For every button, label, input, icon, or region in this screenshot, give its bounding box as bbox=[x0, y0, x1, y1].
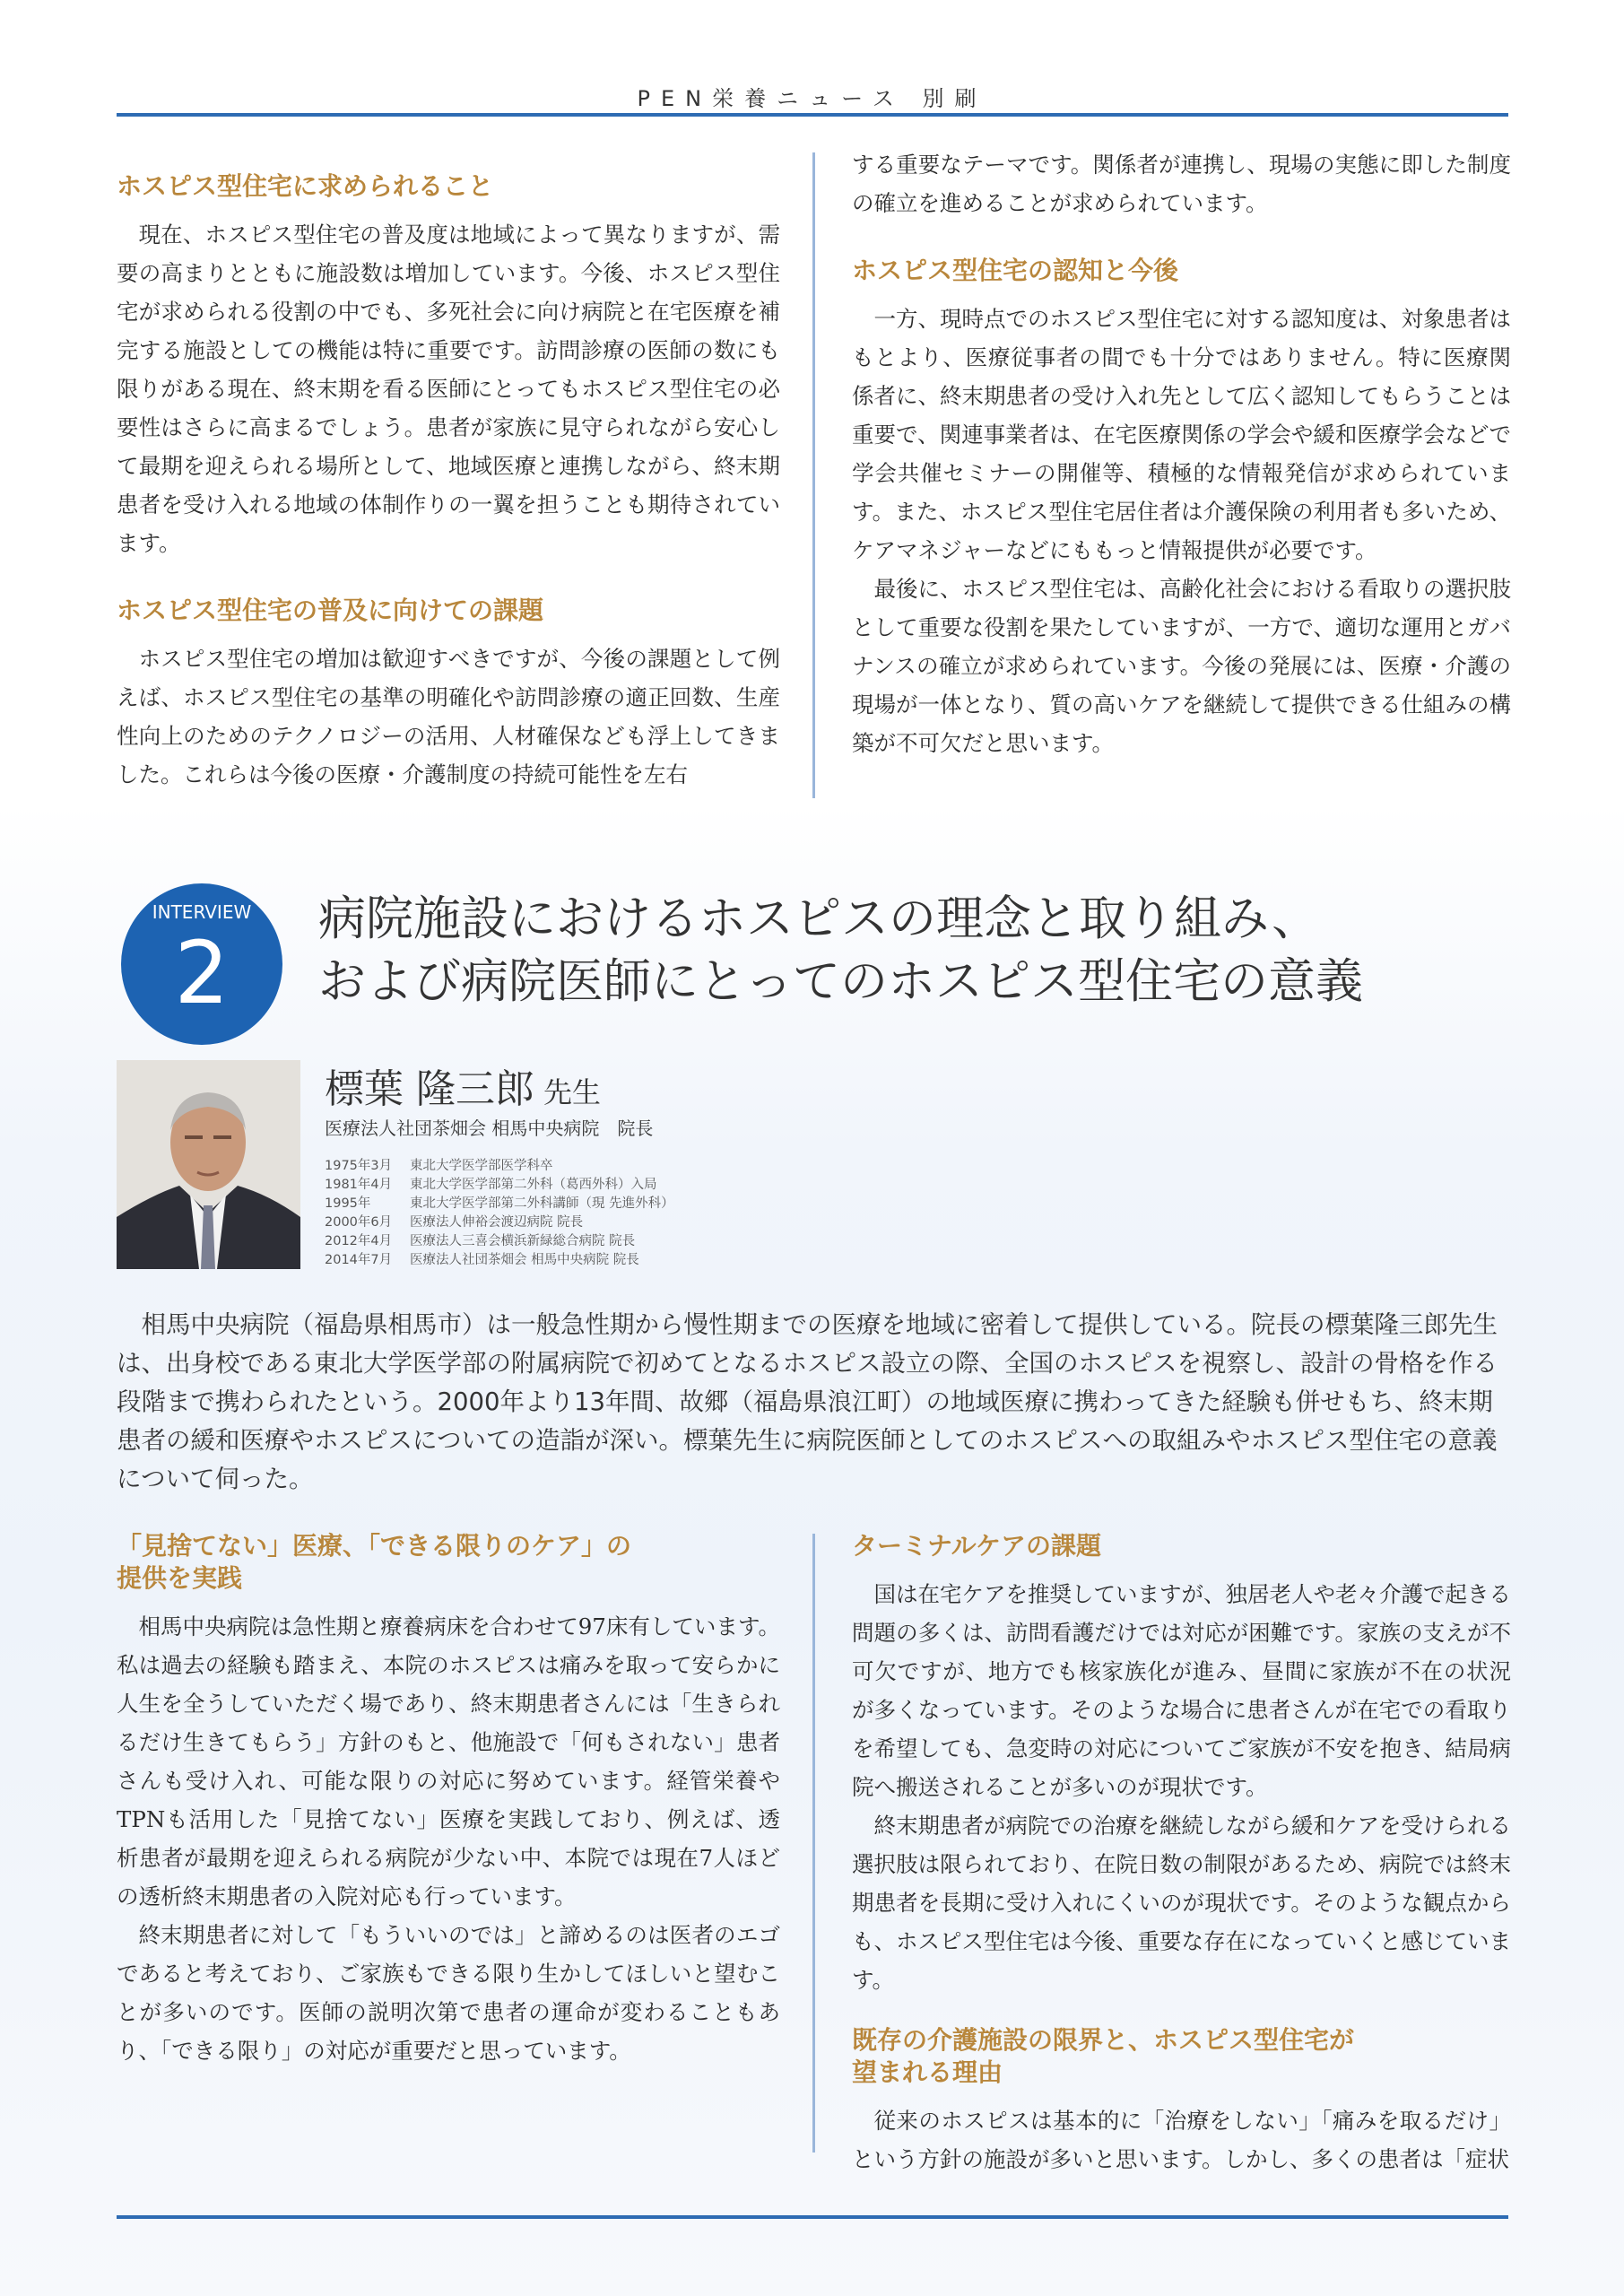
paragraph: 最後に、ホスピス型住宅は、高齢化社会における看取りの選択肢として重要な役割を果たしていますが、一方で、適切な運用とガバナンスの確立が求められています。今後の発展には、医療・介護の現場が一体となり、質の高いケアを継続して提供できる仕組みの構築が不可欠だと思います。 bbox=[852, 576, 1511, 756]
person-portrait-icon bbox=[117, 1060, 300, 1269]
affiliation: 医療法人社団茶畑会 相馬中央病院 院長 bbox=[325, 1118, 654, 1139]
paragraph: ホスピス型住宅の増加は歓迎すべきですが、今後の課題として例えば、ホスピス型住宅の基準の明確化や訪問診療の適正回数、生産性向上のためのテクノロジーの活用、人材確保なども浮上してきました。これらは今後の医療・介護制度の持続可能性を左右 bbox=[117, 646, 780, 787]
career-text: 医療法人三喜会横浜新緑総合病院 院長 bbox=[410, 1234, 636, 1248]
interview-title-line: および病院医師にとってのホスピス型住宅の意義 bbox=[318, 954, 1363, 1009]
lead-paragraph: 相馬中央病院（福島県相馬市）は一般急性期から慢性期までの医療を地域に密着して提供している。院長の標葉隆三郎先生は、出身校である東北大学医学部の附属病院で初めてとなるホスピス設立の際、全国のホスピスを視察し、設計の骨格を作る段階まで携わられたという。2000年より13年間、故郷（福島県浪江町）の地域医療に携わってきた経験も併せもち、終末期患者の緩和医療やホスピスについての造詣が深い。標葉先生に病院医師としてのホスピスへの取組みやホスピス型住宅の意義について伺った。 bbox=[117, 1310, 1498, 1493]
column-divider bbox=[812, 1534, 815, 2152]
interview-title-line: 病院施設におけるホスピスの理念と取り組み、 bbox=[318, 891, 1320, 946]
doctor-name bbox=[325, 1057, 601, 1114]
paragraph: 従来のホスピスは基本的に「治療をしない」「痛みを取るだけ」という方針の施設が多いと思います。しかし、多くの患者は「症状 bbox=[852, 2108, 1511, 2172]
interview-title bbox=[318, 888, 1511, 1013]
career-year: 2012年4月 bbox=[325, 1234, 393, 1248]
section-heading: ホスピス型住宅の認知と今後 bbox=[852, 256, 1179, 285]
section-heading: ターミナルケアの課題 bbox=[852, 1531, 1102, 1561]
interview-badge-number: 2 bbox=[174, 923, 230, 1023]
bottom-left-column bbox=[117, 1530, 780, 2070]
heading-line: 「見捨てない」医療、「できる限りのケア」の bbox=[117, 1531, 632, 1561]
paragraph: 相馬中央病院は急性期と療養病床を合わせて97床有しています。私は過去の経験も踏まえ、本院のホスピスは痛みを取って安らかに人生を全うしていただく場であり、終末期患者さんには「生きられるだけ生きてもらう」方針のもと、他施設で「何もされない」患者さんも受け入れ、可能な限りの対応に努めています。経管栄養やTPNも活用した「見捨てない」医療を実践しており、例えば、透析患者が最期を迎えられる病院が少ない中、本院では現在7人ほどの透析終末期患者の入院対応も行っています。 bbox=[117, 1613, 780, 1909]
career-list bbox=[325, 1157, 674, 1270]
heading-line: 提供を実践 bbox=[117, 1563, 243, 1593]
interview-badge bbox=[121, 883, 282, 1045]
interview-badge-label: INTERVIEW bbox=[152, 901, 252, 923]
paragraph: 現在、ホスピス型住宅の普及度は地域によって異なりますが、需要の高まりとともに施設数は増加しています。今後、ホスピス型住宅が求められる役割の中でも、多死社会に向け病院と在宅医療を補完する施設としての機能は特に重要です。訪問診療の医師の数にも限りがある現在、終末期を看る医師にとってもホスピス型住宅の必要性はさらに高まるでしょう。患者が家族に見守られながら安心して最期を迎えられる場所として、地域医療と連携しながら、終末期患者を受け入れる地域の体制作りの一翼を担うことも期待されています。 bbox=[117, 222, 780, 556]
career-item bbox=[325, 1251, 674, 1270]
career-text: 東北大学医学部第二外科講師（現 先進外科） bbox=[410, 1196, 674, 1211]
section-heading bbox=[852, 2024, 1511, 2089]
paragraph: 一方、現時点でのホスピス型住宅に対する認知度は、対象患者はもとより、医療従事者の間でも十分ではありません。特に医療関係者に、終末期患者の受け入れ先として広く認知してもらうことは重要で、関連事業者は、在宅医療関係の学会や緩和医療学会などで学会共催セミナーの開催等、積極的な情報発信が求められています。また、ホスピス型住宅居住者は介護保険の利用者も多いため、ケアマネジャーなどにももっと情報提供が必要です。 bbox=[852, 306, 1511, 563]
footer-rule bbox=[117, 2215, 1508, 2219]
header-title: PEN栄養ニュース 別刷 bbox=[637, 86, 987, 111]
section-heading bbox=[117, 1530, 780, 1595]
bottom-right-column bbox=[852, 1530, 1511, 2179]
column-divider bbox=[812, 152, 815, 798]
heading-line: 既存の介護施設の限界と、ホスピス型住宅が bbox=[852, 2025, 1355, 2055]
career-text: 東北大学医学部医学科卒 bbox=[410, 1159, 553, 1173]
paragraph: 終末期患者に対して「もういいのでは」と諦めるのは医者のエゴであると考えており、ご家族もできる限り生かしてほしいと望むことが多いのです。医師の説明次第で患者の運命が変わることもあり、「できる限り」の対応が重要だと思っています。 bbox=[117, 1922, 780, 2064]
career-text: 東北大学医学部第二外科（葛西外科）入局 bbox=[410, 1178, 657, 1192]
career-year: 1975年3月 bbox=[325, 1159, 393, 1173]
career-item bbox=[325, 1195, 674, 1213]
paragraph: 国は在宅ケアを推奨していますが、独居老人や老々介護で起きる問題の多くは、訪問看護だけでは対応が困難です。家族の支えが不可欠ですが、地方でも核家族化が進み、昼間に家族が不在の状況が多くなっています。そのような場合に患者さんが在宅での看取りを希望しても、急変時の対応についてご家族が不安を抱き、結局病院へ搬送されることが多いのが現状です。 bbox=[852, 1581, 1511, 1800]
portrait-photo bbox=[117, 1060, 300, 1269]
career-text: 医療法人社団茶畑会 相馬中央病院 院長 bbox=[410, 1253, 639, 1267]
paragraph: 終末期患者が病院での治療を継続しながら緩和ケアを受けられる選択肢は限られており、在院日数の制限があるため、病院では終末期患者を長期に受け入れにくいのが現状です。そのような観点からも、ホスピス型住宅は今後、重要な存在になっていくと感じています。 bbox=[852, 1813, 1511, 1993]
career-item bbox=[325, 1176, 674, 1195]
career-text: 医療法人伸裕会渡辺病院 院長 bbox=[410, 1215, 584, 1230]
career-item bbox=[325, 1157, 674, 1176]
career-item bbox=[325, 1232, 674, 1251]
top-left-column bbox=[117, 170, 780, 794]
career-year: 1995年 bbox=[325, 1196, 371, 1211]
top-right-column bbox=[852, 145, 1511, 762]
section-heading: ホスピス型住宅に求められること bbox=[117, 171, 494, 201]
header-rule bbox=[117, 113, 1508, 117]
paragraph: する重要なテーマです。関係者が連携し、現場の実態に即した制度の確立を進めることが求められています。 bbox=[852, 152, 1511, 216]
career-year: 1981年4月 bbox=[325, 1178, 393, 1192]
career-item bbox=[325, 1213, 674, 1232]
heading-line: 望まれる理由 bbox=[852, 2057, 1003, 2087]
doctor-name-text: 標葉 隆三郎 bbox=[325, 1066, 534, 1112]
section-heading: ホスピス型住宅の普及に向けての課題 bbox=[117, 596, 544, 625]
career-year: 2014年7月 bbox=[325, 1253, 393, 1267]
honorific: 先生 bbox=[543, 1075, 602, 1109]
career-year: 2000年6月 bbox=[325, 1215, 393, 1230]
